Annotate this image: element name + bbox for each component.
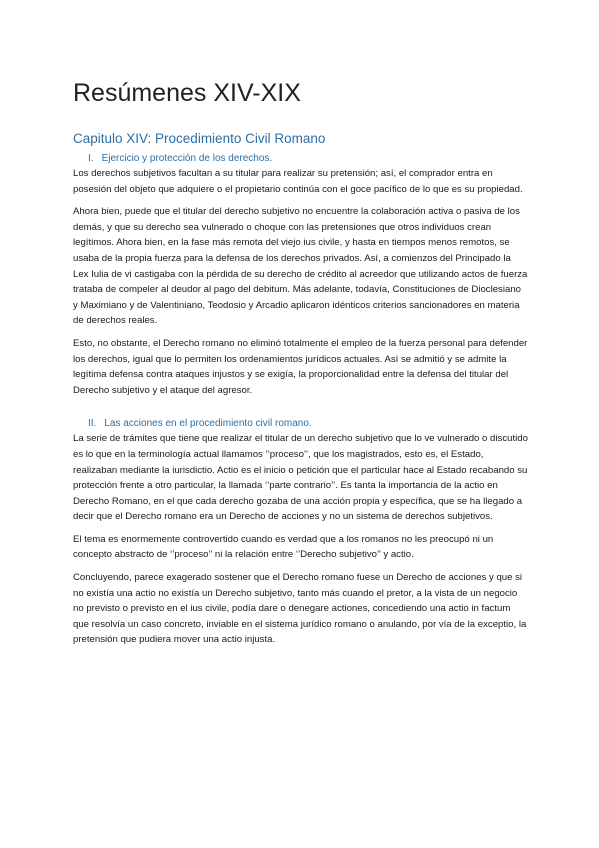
paragraph: La serie de trámites que tiene que realizar el titular de un derecho subjetivo que lo ve vulnerado o discutido es lo que en la terminología actual llamamos ‘’proceso’’, que los magistrados, esto es, el Estado, realizaban mediante la iurisdictio. Actio es el inicio o petición que el particular hace al Estado recabando su protección frente a otro particular, la llamada ‘’parte contrario’’. Es tanta la importancia de la actio en Derecho Romano, en el que cada derecho gozaba de una acción propia y específica, que se ha llegado a decir que el Derecho romano era un Derecho de acciones y no un sistema de derechos subjetivos. (73, 433, 528, 523)
section-title: Ejercicio y protección de los derechos. (101, 153, 273, 164)
section-heading (73, 152, 528, 166)
section-spacer (73, 405, 528, 417)
section-1 (73, 152, 528, 398)
section-title: Las acciones en el procedimiento civil romano. (104, 418, 312, 430)
paragraph: Concluyendo, parece exagerado sostener que el Derecho romano fuese un Derecho de acciones y que si no existía una actio no existía un Derecho subjetivo, tanto más cuando el pretor, a la vista de un negocio no previsto o previsto en el ius civile, podía dare o denegare actiones, concediendo una actio in factum que resolvía un caso concreto, inviable en el sistema jurídico romano o anulando, por vía de la exceptio, la pretensión que pudiera mover una actio injusta. (73, 572, 527, 646)
section-numeral: II. (88, 418, 97, 430)
paragraph: Los derechos subjetivos facultan a su titular para realizar su pretensión; así, el comprador entra en posesión del objeto que adquiere o el propietario continúa con el goce pacífico de lo que es su propiedad. (73, 168, 523, 195)
paragraph: El tema es enormemente controvertido cuando es verdad que a los romanos no les preocupó ni un concepto abstracto de ‘’proceso’’ ni la relación entre ‘’Derecho subjetivo’’ y actio. (73, 533, 494, 561)
section-heading (73, 417, 528, 431)
paragraph: Ahora bien, puede que el titular del derecho subjetivo no encuentre la colaboración activa o pasiva de los demás, y que su derecho sea vulnerado o choque con las pretensiones que otros individuos crean legítimos. Ahora bien, en la fase más remota del viejo ius civile, y hasta en tiempos menos remotos, se usaba de la propia fuerza para la defensa de los derechos privados. Así, a comienzos del Principado la Lex Iulia de vi castigaba con la pérdida de su derecho de crédito al acreedor que utilizando actos de fuerza trataba de compeler al deudor al pago del debitum. Más adelante, todavía, Constituciones de Dioclesiano y Maximiano y de Valentiniano, Teodosio y Arcadio aplicaron idénticos criterios sancionadores en materia de derechos reales. (73, 206, 528, 327)
chapter-heading: Capitulo XIV: Procedimiento Civil Romano (73, 131, 326, 146)
document-content (73, 78, 528, 655)
document-title: Resúmenes XIV-XIX (73, 79, 301, 107)
section-numeral: I. (88, 153, 94, 164)
paragraph: Esto, no obstante, el Derecho romano no eliminó totalmente el empleo de la fuerza personal para defender los derechos, igual que lo permiten los ordenamientos jurídicos actuales. Así se admitió y se admite la legítima defensa contra ataques injustos y se exigía, la proporcionalidad entre la defensa del titular del Derecho subjetivo y el ataque del agresor. (73, 337, 528, 396)
section-2 (73, 417, 528, 648)
